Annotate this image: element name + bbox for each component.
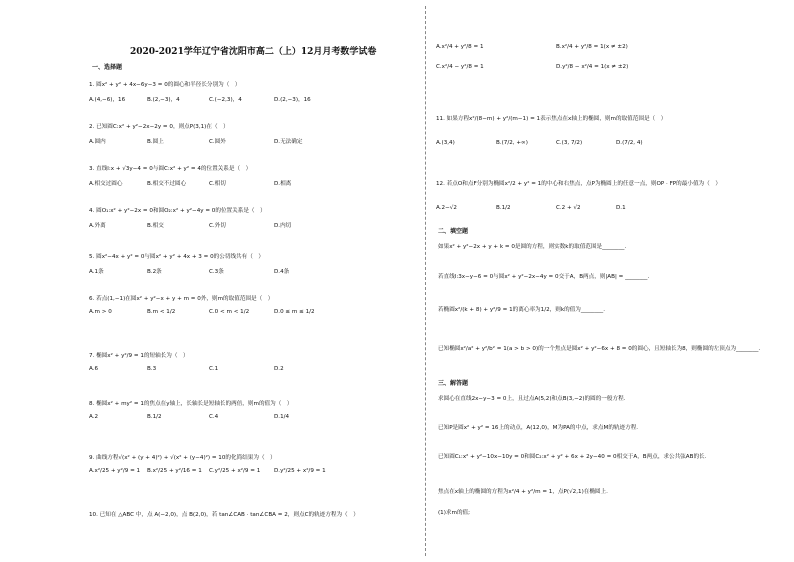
option-a: A.2 [89, 414, 99, 420]
option-b: B.x²/4 + y²/8 = 1(x ≠ ±2) [556, 44, 628, 50]
solve-question: 焦点在x轴上的椭圆的方程为x²/4 + y²/m = 1，点P(√2,1)在椭圆上. [438, 489, 608, 495]
option-d: D.内切 [274, 223, 292, 229]
solve-question: (1)求m的值; [438, 510, 471, 516]
question-text: 5. 圆x²−4x + y² = 0与圆x² + y² + 4x + 3 = 0的公切线共有（ ） [89, 254, 265, 260]
question-text: 9. 曲线方程√(x² + (y + 4)²) + √(x² + (y−4)²) = 10的化简结果为（ ） [89, 455, 276, 461]
question-text: 10. 已知在 △ABC 中，点 A(−2,0)，点 B(2,0)，若 tan∠CAB · tan∠CBA = 2，则点C的轨迹方程为（ ） [89, 512, 359, 518]
option-a: A.x²/25 + y²/9 = 1 [89, 468, 141, 474]
option-c: C.圆外 [209, 139, 226, 145]
fill-question: 若直线l:3x−y−6 = 0与圆x² + y²−2x−4y = 0交于A，B两点，则|AB| = ________. [438, 274, 650, 280]
option-a: A.m > 0 [89, 309, 112, 315]
fill-question: 如果x² + y²−2x + y + k = 0是圆的方程，则实数k的取值范围是________. [438, 244, 627, 250]
question-text: 1. 圆x² + y² + 4x−6y−3 = 0的圆心和半径长分别为（ ） [89, 82, 241, 88]
option-a: A.2−√2 [436, 205, 457, 211]
option-c: C.1 [209, 366, 219, 372]
option-c: C.y²/25 + x²/9 = 1 [209, 468, 261, 474]
question-text: 2. 已知圆C:x² + y²−2x−2y = 0，则点P(3,1)在（ ） [89, 124, 229, 130]
option-b: B.2条 [147, 269, 162, 275]
solve-question: 求圆心在直线2x−y−3 = 0上，且过点A(5,2)和点B(3,−2)的圆的一般方程. [438, 396, 626, 402]
option-b: B.相交 [147, 223, 164, 229]
option-c: C.0 < m < 1/2 [209, 309, 250, 315]
option-a: A.圆内 [89, 139, 106, 145]
section-heading-fill: 二、填空题 [438, 228, 469, 235]
option-a: A.6 [89, 366, 99, 372]
option-c: C.4 [209, 414, 219, 420]
option-c: C.(−2,3)，4 [209, 97, 242, 103]
fill-question: 若椭圆x²/(k + 8) + y²/9 = 1的离心率为1/2，则k的值为________. [438, 307, 605, 313]
question-text: 7. 椭圆x² + y²/9 = 1的短轴长为（ ） [89, 353, 189, 359]
fill-question: 已知椭圆x²/a² + y²/b² = 1(a > b > 0)的一个焦点是圆x² + y²−6x + 8 = 0的圆心，且短轴长为8，则椭圆的左顶点为________. [438, 346, 761, 352]
option-b: B.(7/2, +∞) [496, 140, 528, 146]
option-d: D.(7/2, 4) [616, 140, 643, 146]
column-divider [425, 6, 426, 556]
option-b: B.m < 1/2 [147, 309, 176, 315]
option-c: C.外切 [209, 223, 226, 229]
option-b: B.圆上 [147, 139, 164, 145]
question-text: 12. 若点O和点F分别为椭圆x²/2 + y² = 1的中心和右焦点，点P为椭圆上的任意一点，则OP · FP的最小值为（ ） [436, 181, 721, 187]
solve-question: 已知圆C₁:x² + y²−10x−10y = 0和圆C₂:x² + y² + 6x + 2y−40 = 0相交于A，B两点，求公共弦AB的长. [438, 454, 707, 460]
option-d: D.(2,−3)，16 [274, 97, 311, 103]
option-c: C.3条 [209, 269, 224, 275]
option-a: A.(3,4) [436, 140, 455, 146]
option-b: B.x²/25 + y²/16 = 1 [147, 468, 202, 474]
option-d: D.0 ≤ m ≤ 1/2 [274, 309, 315, 315]
option-b: B.相交不过圆心 [147, 181, 187, 187]
option-d: D.2 [274, 366, 284, 372]
section-heading-solve: 三、解答题 [438, 380, 469, 387]
option-a: A.相交过圆心 [89, 181, 123, 187]
question-text: 11. 如果方程x²/(8−m) + y²/(m−1) = 1表示焦点在x轴上的椭圆，则m的取值范围是（ ） [436, 116, 667, 122]
option-d: D.y²/8 − x²/4 = 1(x ≠ ±2) [556, 64, 629, 70]
option-d: D.y²/25 + x²/9 = 1 [274, 468, 326, 474]
option-b: B.3 [147, 366, 157, 372]
option-c: C.相切 [209, 181, 226, 187]
option-c: C.(3, 7/2) [556, 140, 583, 146]
option-c: C.x²/4 − y²/8 = 1 [436, 64, 484, 70]
option-b: B.(2,−3)，4 [147, 97, 180, 103]
option-d: D.4条 [274, 269, 290, 275]
option-d: D.相离 [274, 181, 292, 187]
option-a: A.1条 [89, 269, 104, 275]
question-text: 6. 若点(1,−1)在圆x² + y²−x + y + m = 0外，则m的取值范围是（ ） [89, 296, 274, 302]
question-text: 8. 椭圆x² + my² = 1的焦点在y轴上，长轴长是短轴长的两倍，则m的值为（ ） [89, 401, 293, 407]
option-b: B.1/2 [147, 414, 162, 420]
option-a: A.外离 [89, 223, 106, 229]
question-text: 4. 圆O₁:x² + y²−2x = 0和圆O₂:x² + y²−4y = 0的位置关系是（ ） [89, 208, 266, 214]
solve-question: 已知P是圆x² + y² = 16上的动点，A(12,0)，M为PA的中点，求点M的轨迹方程. [438, 425, 639, 431]
option-a: A.x²/4 + y²/8 = 1 [436, 44, 484, 50]
option-b: B.1/2 [496, 205, 511, 211]
option-d: D.1 [616, 205, 626, 211]
section-heading-choice: 一、选择题 [92, 64, 123, 71]
option-d: D.1/4 [274, 414, 290, 420]
exam-title: 2020-2021学年辽宁省沈阳市高二（上）12月月考数学试卷 [130, 47, 377, 57]
option-a: A.(4,−6)，16 [89, 97, 126, 103]
option-c: C.2 + √2 [556, 205, 581, 211]
question-text: 3. 直线l:x + √3y−4 = 0与圆C:x² + y² = 4的位置关系是（ ） [89, 166, 252, 172]
option-d: D.无法确定 [274, 139, 303, 145]
